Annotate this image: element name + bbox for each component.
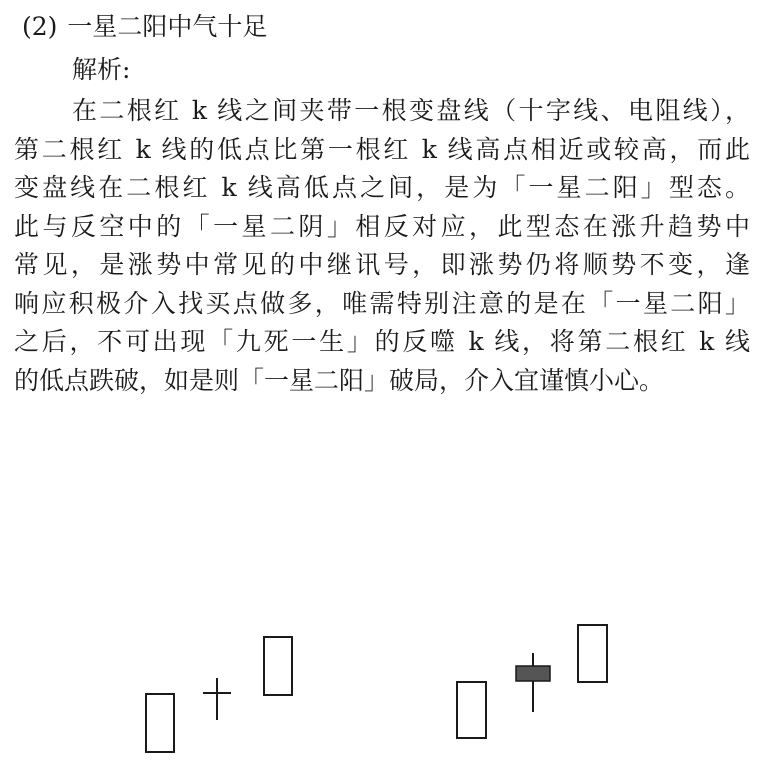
left-pattern	[146, 637, 292, 752]
paragraph-line: 在二根红 k 线之间夹带一根变盘线（十字线、电阻线），	[72, 96, 750, 125]
section-title: 一星二阳中气十足	[67, 12, 268, 41]
paragraph-line: 变盘线在二根红 k 线高低点之间，是为「一星二阳」型态。	[14, 173, 750, 202]
paragraph-line: 的低点跌破，如是则「一星二阳」破局，介入宜谨慎小心。	[14, 365, 665, 395]
analysis-label: 解析:	[72, 55, 131, 84]
small-bearish-star	[516, 653, 550, 712]
right-pattern	[457, 625, 607, 738]
paragraph-line: 第二根红 k 线的低点比第一根红 k 线高点相近或较高，而此	[14, 134, 750, 164]
first-bullish-candle	[146, 694, 174, 752]
paragraph-line: 此与反空中的「一星二阴」相反对应，此型态在涨升趋势中	[14, 211, 750, 241]
second-bullish-candle	[578, 625, 607, 682]
second-bullish-candle	[264, 637, 292, 695]
candlestick-illustration	[0, 600, 758, 769]
analysis-paragraph	[14, 92, 750, 400]
section-number: (2)	[22, 12, 58, 41]
section-heading	[22, 10, 267, 44]
doji-star	[203, 678, 231, 720]
first-bullish-candle	[457, 682, 486, 738]
paragraph-line: 响应积极介入找买点做多，唯需特别注意的是在「一星二阳」	[14, 288, 750, 318]
paragraph-line: 常见，是涨势中常见的中继讯号，即涨势仍将顺势不变，逢	[14, 250, 750, 279]
paragraph-line: 之后，不可出现「九死一生」的反噬 k 线，将第二根红 k 线	[14, 327, 750, 356]
